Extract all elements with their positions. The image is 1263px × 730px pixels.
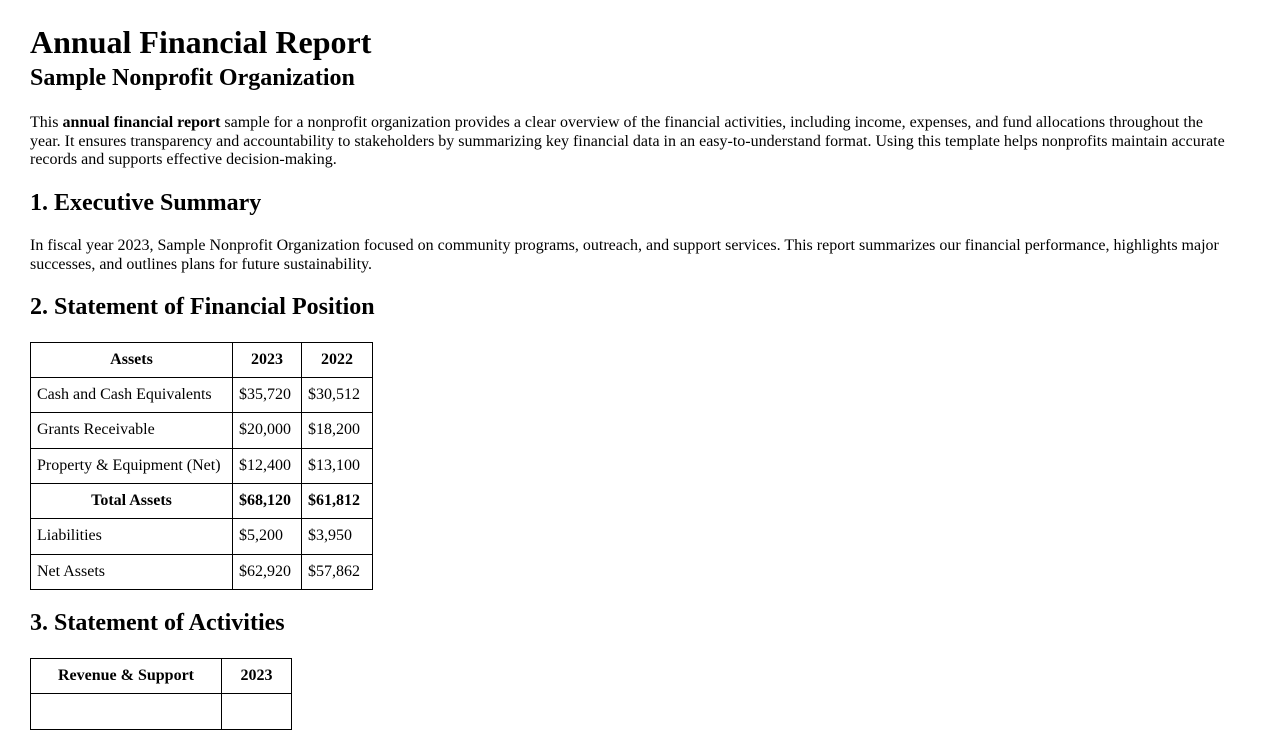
intro-paragraph bbox=[30, 114, 1233, 169]
table-cell: Grants Receivable bbox=[31, 413, 233, 448]
intro-text-pre: This bbox=[30, 114, 63, 132]
table-cell: $62,920 bbox=[233, 554, 302, 589]
table-header-cell: 2023 bbox=[222, 658, 292, 693]
page-title: Annual Financial Report bbox=[30, 24, 372, 60]
table-cell: Net Assets bbox=[31, 554, 233, 589]
table-cell: $61,812 bbox=[302, 484, 373, 519]
table-cell: Cash and Cash Equivalents bbox=[31, 377, 233, 412]
executive-summary-paragraph: In fiscal year 2023, Sample Nonprofit Organization focused on community programs, outreach, and support services. This report summarizes our financial performance, highlights major successes, and outlines plans for future sustainability. bbox=[30, 237, 1219, 273]
financial-position-table bbox=[30, 342, 373, 591]
table-header-cell: 2023 bbox=[233, 342, 302, 377]
table-cell: $18,200 bbox=[302, 413, 373, 448]
table-row bbox=[31, 519, 373, 554]
table-cell: $30,512 bbox=[302, 377, 373, 412]
table-row bbox=[31, 377, 373, 412]
section-heading-executive-summary: 1. Executive Summary bbox=[30, 189, 262, 216]
section-heading-financial-position: 2. Statement of Financial Position bbox=[30, 293, 375, 320]
table-cell bbox=[31, 694, 222, 730]
table-cell: $20,000 bbox=[233, 413, 302, 448]
table-cell: Liabilities bbox=[31, 519, 233, 554]
table-row bbox=[31, 448, 373, 483]
table-row-clipped bbox=[31, 694, 292, 730]
table-header-cell: 2022 bbox=[302, 342, 373, 377]
table-cell: $5,200 bbox=[233, 519, 302, 554]
table-cell: $35,720 bbox=[233, 377, 302, 412]
page-subtitle: Sample Nonprofit Organization bbox=[30, 64, 355, 91]
intro-text-bold: annual financial report bbox=[62, 114, 221, 132]
section-heading-activities: 3. Statement of Activities bbox=[30, 610, 285, 637]
table-cell: $68,120 bbox=[233, 484, 302, 519]
table-cell: $12,400 bbox=[233, 448, 302, 483]
table-cell: Total Assets bbox=[31, 484, 233, 519]
table-total-row bbox=[31, 484, 373, 519]
table-header-cell: Assets bbox=[31, 342, 233, 377]
intro-text-post: sample for a nonprofit organization provides a clear overview of the financial activities, including income, expenses, and fund allocations throughout the year. It ensures transparency and accountability to stakeholders by summarizing key financial data in an easy-to-understand format. Using this template helps nonprofits maintain accurate records and supports effective decision-making. bbox=[30, 114, 1225, 169]
table-row bbox=[31, 413, 373, 448]
table-header-row bbox=[31, 342, 373, 377]
table-header-cell: Revenue & Support bbox=[31, 658, 222, 693]
table-cell bbox=[222, 694, 292, 730]
activities-table bbox=[30, 658, 292, 730]
table-header-row bbox=[31, 658, 292, 693]
table-cell: $3,950 bbox=[302, 519, 373, 554]
table-cell: $57,862 bbox=[302, 554, 373, 589]
table-cell: Property & Equipment (Net) bbox=[31, 448, 233, 483]
table-cell: $13,100 bbox=[302, 448, 373, 483]
table-row bbox=[31, 554, 373, 589]
